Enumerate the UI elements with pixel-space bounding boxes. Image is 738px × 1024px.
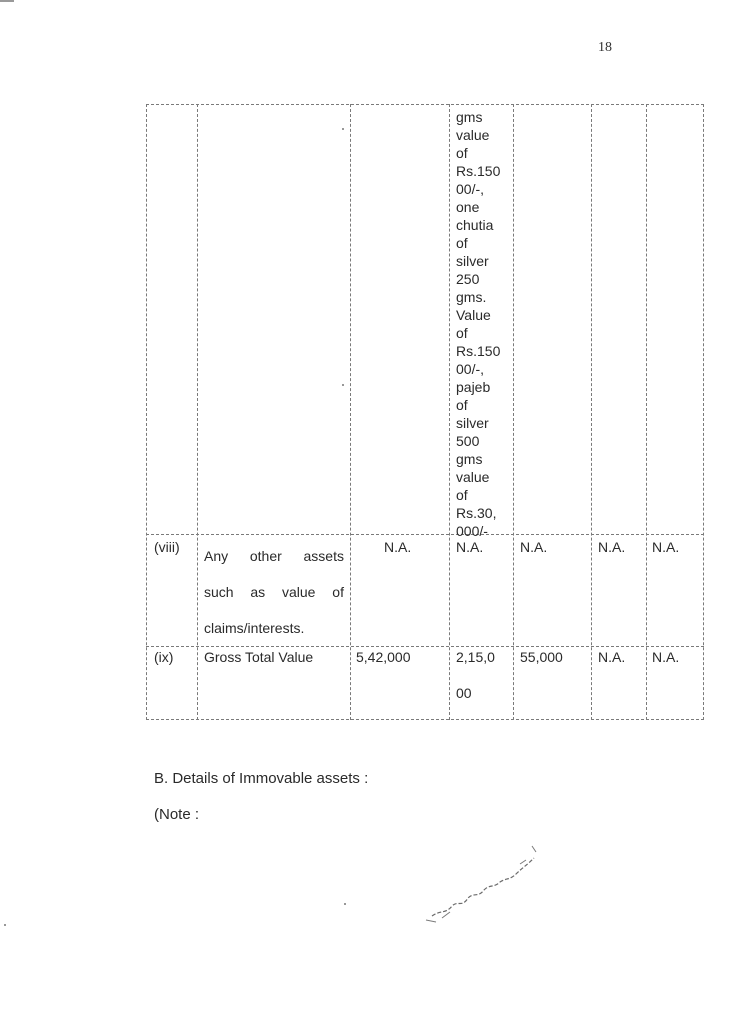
- description-line: claims/interests.: [204, 620, 305, 636]
- continued-line: pajeb: [456, 379, 491, 395]
- row-serial-ix: (ix): [154, 649, 174, 665]
- table-bottom-border: [146, 719, 704, 720]
- continued-line: gms: [456, 109, 483, 125]
- row-ix-value-4: N.A.: [598, 649, 626, 665]
- scan-speck: [4, 924, 6, 926]
- row-description-ix: Gross Total Value: [204, 649, 314, 665]
- col-border-6: [646, 104, 647, 720]
- page-number: 18: [598, 40, 612, 55]
- continued-line: 00/-,: [456, 181, 485, 197]
- continued-line: gms: [456, 451, 483, 467]
- col-border-7: [703, 104, 704, 720]
- row-viii-value-4: N.A.: [598, 539, 626, 555]
- col-border-3: [449, 104, 450, 720]
- note-label: (Note :: [154, 806, 200, 823]
- col-border-1: [197, 104, 198, 720]
- continued-line: silver: [456, 415, 489, 431]
- row-divider-viii: [146, 534, 704, 535]
- row-viii-value-5: N.A.: [652, 539, 680, 555]
- description-word: assets: [303, 548, 344, 564]
- row-viii-value-3: N.A.: [520, 539, 548, 555]
- description-word: other: [249, 548, 282, 564]
- continued-line: gms.: [456, 289, 487, 305]
- continued-line: chutia: [456, 217, 494, 233]
- description-word: of: [332, 584, 344, 600]
- row-ix-value-3: 55,000: [520, 649, 563, 665]
- value-part: 00: [456, 685, 472, 701]
- row-ix-value-1: 5,42,000: [356, 649, 411, 665]
- continued-line: one: [456, 199, 480, 215]
- description-word: as: [250, 584, 266, 600]
- continued-cell-text: [456, 108, 518, 540]
- description-word: value: [282, 584, 316, 600]
- row-serial-viii: (viii): [154, 539, 180, 555]
- row-viii-value-1: N.A.: [384, 539, 412, 555]
- continued-line: value: [456, 469, 490, 485]
- continued-line: Value: [456, 307, 491, 323]
- continued-line: Rs.150: [456, 163, 501, 179]
- continued-line: 000/-: [456, 523, 488, 539]
- description-line: [204, 574, 344, 610]
- continued-line: of: [456, 487, 468, 503]
- col-border-2: [350, 104, 351, 720]
- continued-line: of: [456, 145, 468, 161]
- section-b-heading: B. Details of Immovable assets :: [154, 770, 369, 787]
- continued-line: of: [456, 397, 468, 413]
- scan-speck: [344, 903, 346, 905]
- continued-line: 00/-,: [456, 361, 485, 377]
- scan-speck: [342, 128, 344, 130]
- row-ix-value-5: N.A.: [652, 649, 680, 665]
- continued-line: Rs.150: [456, 343, 501, 359]
- row-viii-value-2: N.A.: [456, 539, 484, 555]
- continued-line: value: [456, 127, 490, 143]
- continued-line: 500: [456, 433, 480, 449]
- continued-line: 250: [456, 271, 480, 287]
- description-word: such: [204, 584, 234, 600]
- row-description-viii: [204, 538, 344, 646]
- continued-line: silver: [456, 253, 489, 269]
- continued-line: Rs.30,: [456, 505, 497, 521]
- continued-line: of: [456, 235, 468, 251]
- signature-icon: [422, 838, 552, 928]
- value-part: 2,15,0: [456, 649, 495, 665]
- description-line: [204, 538, 344, 574]
- table-top-border: [146, 104, 704, 105]
- description-word: Any: [204, 548, 229, 564]
- col-border-0: [146, 104, 147, 720]
- scan-speck: [342, 384, 344, 386]
- continued-line: of: [456, 325, 468, 341]
- row-divider-ix: [146, 646, 704, 647]
- row-ix-value-2: [456, 648, 495, 702]
- movable-assets-table: [146, 104, 704, 720]
- page-edge-mark: [0, 0, 14, 2]
- col-border-5: [591, 104, 592, 720]
